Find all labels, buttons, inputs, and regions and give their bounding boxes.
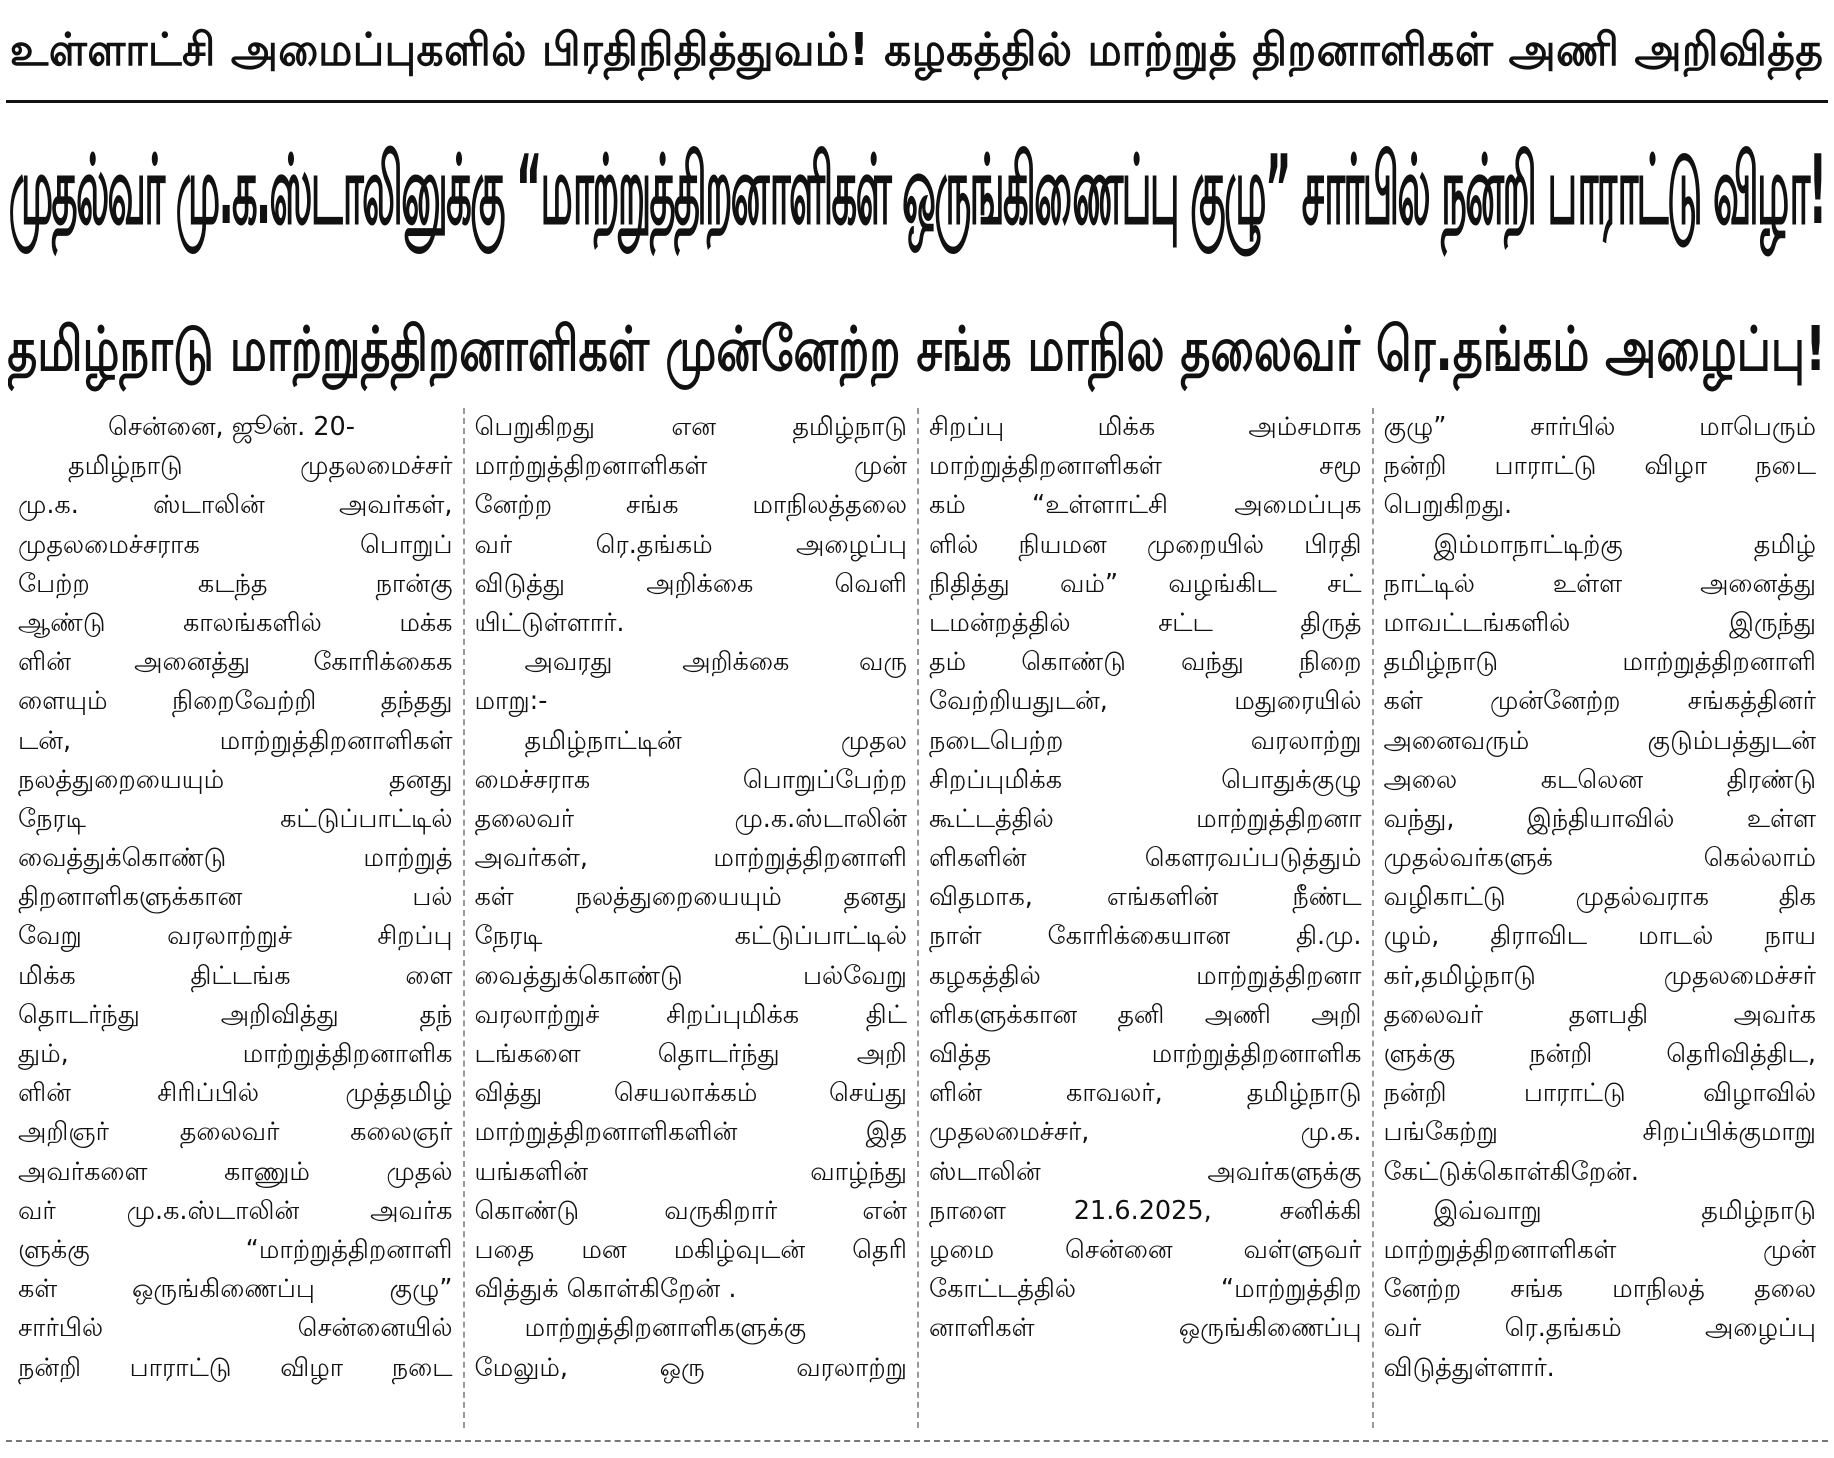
article-line: பேற்ற கடந்த நான்கு (18, 568, 453, 599)
article-line: வைத்துக்கொண்டு பல்வேறு (474, 960, 907, 991)
article-line: ளின் காவலர், தமிழ்நாடு (929, 1078, 1362, 1109)
article-line: னேற்ற சங்க மாநிலத் தலை (1383, 1274, 1816, 1305)
article-line: வர் மு.க.ஸ்டாலின் அவர்க (18, 1195, 453, 1226)
sub-headline: தமிழ்நாடு மாற்றுத்திறனாளிகள் முன்னேற்ற சங்க மாநில தலைவர் ரெ.தங்கம் அழைப்பு! (8, 313, 1826, 385)
article-line: கம் “உள்ளாட்சி அமைப்புக (929, 490, 1362, 521)
article-line: சிறப்புமிக்க பொதுக்குழு (929, 764, 1362, 795)
article-line: தலைவர் மு.க.ஸ்டாலின் (474, 803, 907, 834)
article-line: பெறுகிறது. (1383, 490, 1513, 521)
article-line: சிறப்பு மிக்க அம்சமாக (929, 412, 1362, 442)
article-line: யங்களின் வாழ்ந்து (474, 1156, 907, 1187)
article-line: ளிகளுக்கான தனி அணி அறி (929, 999, 1362, 1030)
article-line: நேரடி கட்டுப்பாட்டில் (474, 921, 907, 952)
article-line: மாற்றுத்திறனாளிகள் முன் (1383, 1234, 1816, 1265)
article-line: அனைவரும் குடும்பத்துடன் (1383, 725, 1816, 756)
article-line: நன்றி பாராட்டு விழா நடை (18, 1352, 453, 1383)
article-line: கள் முன்னேற்ற சங்கத்தினர் (1383, 686, 1816, 717)
article-line: னேற்ற சங்க மாநிலத்தலை (474, 490, 907, 521)
article-line: இம்மாநாட்டிற்கு தமிழ் (1433, 529, 1816, 560)
article-line: நாள் கோரிக்கையான தி.மு. (929, 921, 1362, 952)
article-line: சார்பில் சென்னையில் (18, 1313, 453, 1344)
article-line: கேட்டுக்கொள்கிறேன். (1383, 1156, 1639, 1187)
article-line: நலத்துறையையும் தனது (18, 764, 453, 795)
article-line: கள் நலத்துறையையும் தனது (474, 882, 907, 913)
article-line: தும், மாற்றுத்திறனாளிக (18, 1039, 453, 1069)
article-line: மாற்றுத்திறனாளிகளுக்கு (524, 1313, 807, 1344)
article-line: டன், மாற்றுத்திறனாளிகள் (18, 725, 453, 756)
article-line: மாறு:- (474, 686, 548, 717)
article-line: விடுத்துள்ளார். (1383, 1352, 1555, 1383)
article-line: வைத்துக்கொண்டு மாற்றுத் (18, 843, 453, 874)
article-line: பெறுகிறது என தமிழ்நாடு (474, 412, 907, 442)
article-line: விதமாக, எங்களின் நீண்ட (929, 882, 1362, 913)
article-line: ளின் சிரிப்பில் முத்தமிழ் (18, 1078, 453, 1109)
article-line: கோட்டத்தில் “மாற்றுத்திற (929, 1274, 1362, 1305)
article-line: பதை மன மகிழ்வுடன் தெரி (474, 1234, 907, 1265)
article-line: முதல்வர்களுக் கெல்லாம் (1383, 843, 1816, 874)
article-line: வர் ரெ.தங்கம் அழைப்பு (474, 529, 907, 560)
article-line: ஆண்டு காலங்களில் மக்க (18, 607, 453, 638)
article-line: கொண்டு வருகிறார் என் (474, 1195, 907, 1226)
article-line: ளில் நியமன முறையில் பிரதி (929, 529, 1362, 560)
article-line: கழகத்தில் மாற்றுத்திறனா (929, 960, 1362, 991)
article-line: திறனாளிகளுக்கான பல் (18, 882, 453, 913)
article-line: முதலமைச்சராக பொறுப் (18, 529, 453, 560)
article-body (8, 408, 1826, 1428)
article-line: அவர்களை காணும் முதல் (18, 1156, 453, 1187)
article-line: அறிஞர் தலைவர் கலைஞர் (18, 1117, 453, 1148)
article-line: மாவட்டங்களில் இருந்து (1383, 607, 1816, 638)
article-line: நடைபெற்ற வரலாற்று (929, 725, 1362, 756)
article-line: நாட்டில் உள்ள அனைத்து (1383, 568, 1816, 599)
article-line: வித்த மாற்றுத்திறனாளிக (929, 1039, 1362, 1069)
article-line: ளுக்கு “மாற்றுத்திறனாளி (18, 1234, 453, 1265)
article-line: மேலும், ஒரு வரலாற்று (474, 1352, 907, 1383)
article-line: வர் ரெ.தங்கம் அழைப்பு (1383, 1313, 1816, 1344)
article-line: மிக்க திட்டங்க ளை (18, 960, 453, 991)
article-line: குழு” சார்பில் மாபெரும் (1383, 412, 1816, 442)
article-line: அலை கடலென திரண்டு (1383, 764, 1816, 795)
article-line: மாற்றுத்திறனாளிகளின் இத (474, 1117, 907, 1148)
article-line: மு.க. ஸ்டாலின் அவர்கள், (18, 490, 453, 521)
article-line: வேறு வரலாற்றுச் சிறப்பு (18, 921, 453, 952)
main-headline: முதல்வர் மு.க.ஸ்டாலினுக்கு “மாற்றுத்திறனாளிகள் ஒருங்கிணைப்பு குழு” சார்பில் நன்றி பாராட்டு விழா! (8, 134, 1826, 247)
article-line: மைச்சராக பொறுப்பேற்ற (474, 764, 907, 795)
article-line: ளுக்கு நன்றி தெரிவித்திட, (1383, 1039, 1816, 1069)
article-line: அவரது அறிக்கை வரு (524, 647, 907, 678)
article-line: தமிழ்நாடு முதலமைச்சர் (68, 451, 453, 482)
article-line: ளின் அனைத்து கோரிக்கைக (18, 647, 453, 678)
article-line: அவர்கள், மாற்றுத்திறனாளி (474, 843, 907, 874)
article-line: முதலமைச்சர், மு.க. (929, 1117, 1362, 1148)
article-line: விடுத்து அறிக்கை வெளி (474, 568, 907, 599)
article-line: நேரடி கட்டுப்பாட்டில் (18, 803, 453, 834)
article-column-2 (463, 408, 918, 1428)
article-line: நிதித்து வம்” வழங்கிட சட் (929, 568, 1362, 599)
kicker-headline: உள்ளாட்சி அமைப்புகளில் பிரதிநிதித்துவம்! கழகத்தில் மாற்றுத் திறனாளிகள் அணி அறிவித்த (10, 22, 1824, 76)
article-line: ஸ்டாலின் அவர்களுக்கு (929, 1156, 1362, 1187)
article-line: ழமை சென்னை வள்ளுவர் (929, 1234, 1362, 1265)
article-column-4 (1372, 408, 1827, 1428)
article-line: ழும், திராவிட மாடல் நாய (1383, 921, 1816, 952)
article-line: வித்துக் கொள்கிறேன் . (474, 1274, 737, 1305)
article-line: யிட்டுள்ளார். (474, 607, 625, 638)
article-line: வந்து, இந்தியாவில் உள்ள (1383, 803, 1816, 834)
article-line: தமிழ்நாடு மாற்றுத்திறனாளி (1383, 647, 1816, 678)
article-line: னாளிகள் ஒருங்கிணைப்பு (929, 1313, 1362, 1344)
article-line: தொடர்ந்து அறிவித்து தந் (18, 999, 453, 1030)
article-line: சென்னை, ஜூன். 20- (108, 412, 355, 442)
article-line: ளையும் நிறைவேற்றி தந்தது (18, 686, 453, 717)
article-line: வித்து செயலாக்கம் செய்து (474, 1078, 907, 1109)
article-line: டமன்றத்தில் சட்ட திருத் (929, 607, 1362, 638)
article-line: வரலாற்றுச் சிறப்புமிக்க திட் (474, 999, 907, 1030)
article-line: தலைவர் தளபதி அவர்க (1383, 999, 1816, 1030)
article-line: மாற்றுத்திறனாளிகள் முன் (474, 451, 907, 482)
article-line: கள் ஒருங்கிணைப்பு குழு” (18, 1274, 453, 1305)
article-line: மாற்றுத்திறனாளிகள் சமூ (929, 451, 1362, 482)
article-line: இவ்வாறு தமிழ்நாடு (1433, 1195, 1816, 1226)
article-line: கர்,தமிழ்நாடு முதலமைச்சர் (1383, 960, 1816, 991)
article-line: பங்கேற்று சிறப்பிக்குமாறு (1383, 1117, 1816, 1148)
article-line: கூட்டத்தில் மாற்றுத்திறனா (929, 803, 1362, 834)
article-line: நன்றி பாராட்டு விழா நடை (1383, 451, 1816, 482)
article-line: ளிகளின் கௌரவப்படுத்தும் (929, 843, 1362, 874)
article-line: வழிகாட்டு முதல்வராக திக (1383, 882, 1816, 913)
article-column-3 (917, 408, 1372, 1428)
article-line: தமிழ்நாட்டின் முதல (524, 725, 907, 756)
bottom-dashed-rule (6, 1440, 1828, 1442)
article-line: தம் கொண்டு வந்து நிறை (929, 647, 1362, 678)
article-line: நாளை 21.6.2025, சனிக்கி (929, 1195, 1362, 1226)
article-line: வேற்றியதுடன், மதுரையில் (929, 686, 1362, 717)
article-column-1 (8, 408, 463, 1428)
article-line: நன்றி பாராட்டு விழாவில் (1383, 1078, 1816, 1109)
article-line: டங்களை தொடர்ந்து அறி (474, 1039, 907, 1069)
